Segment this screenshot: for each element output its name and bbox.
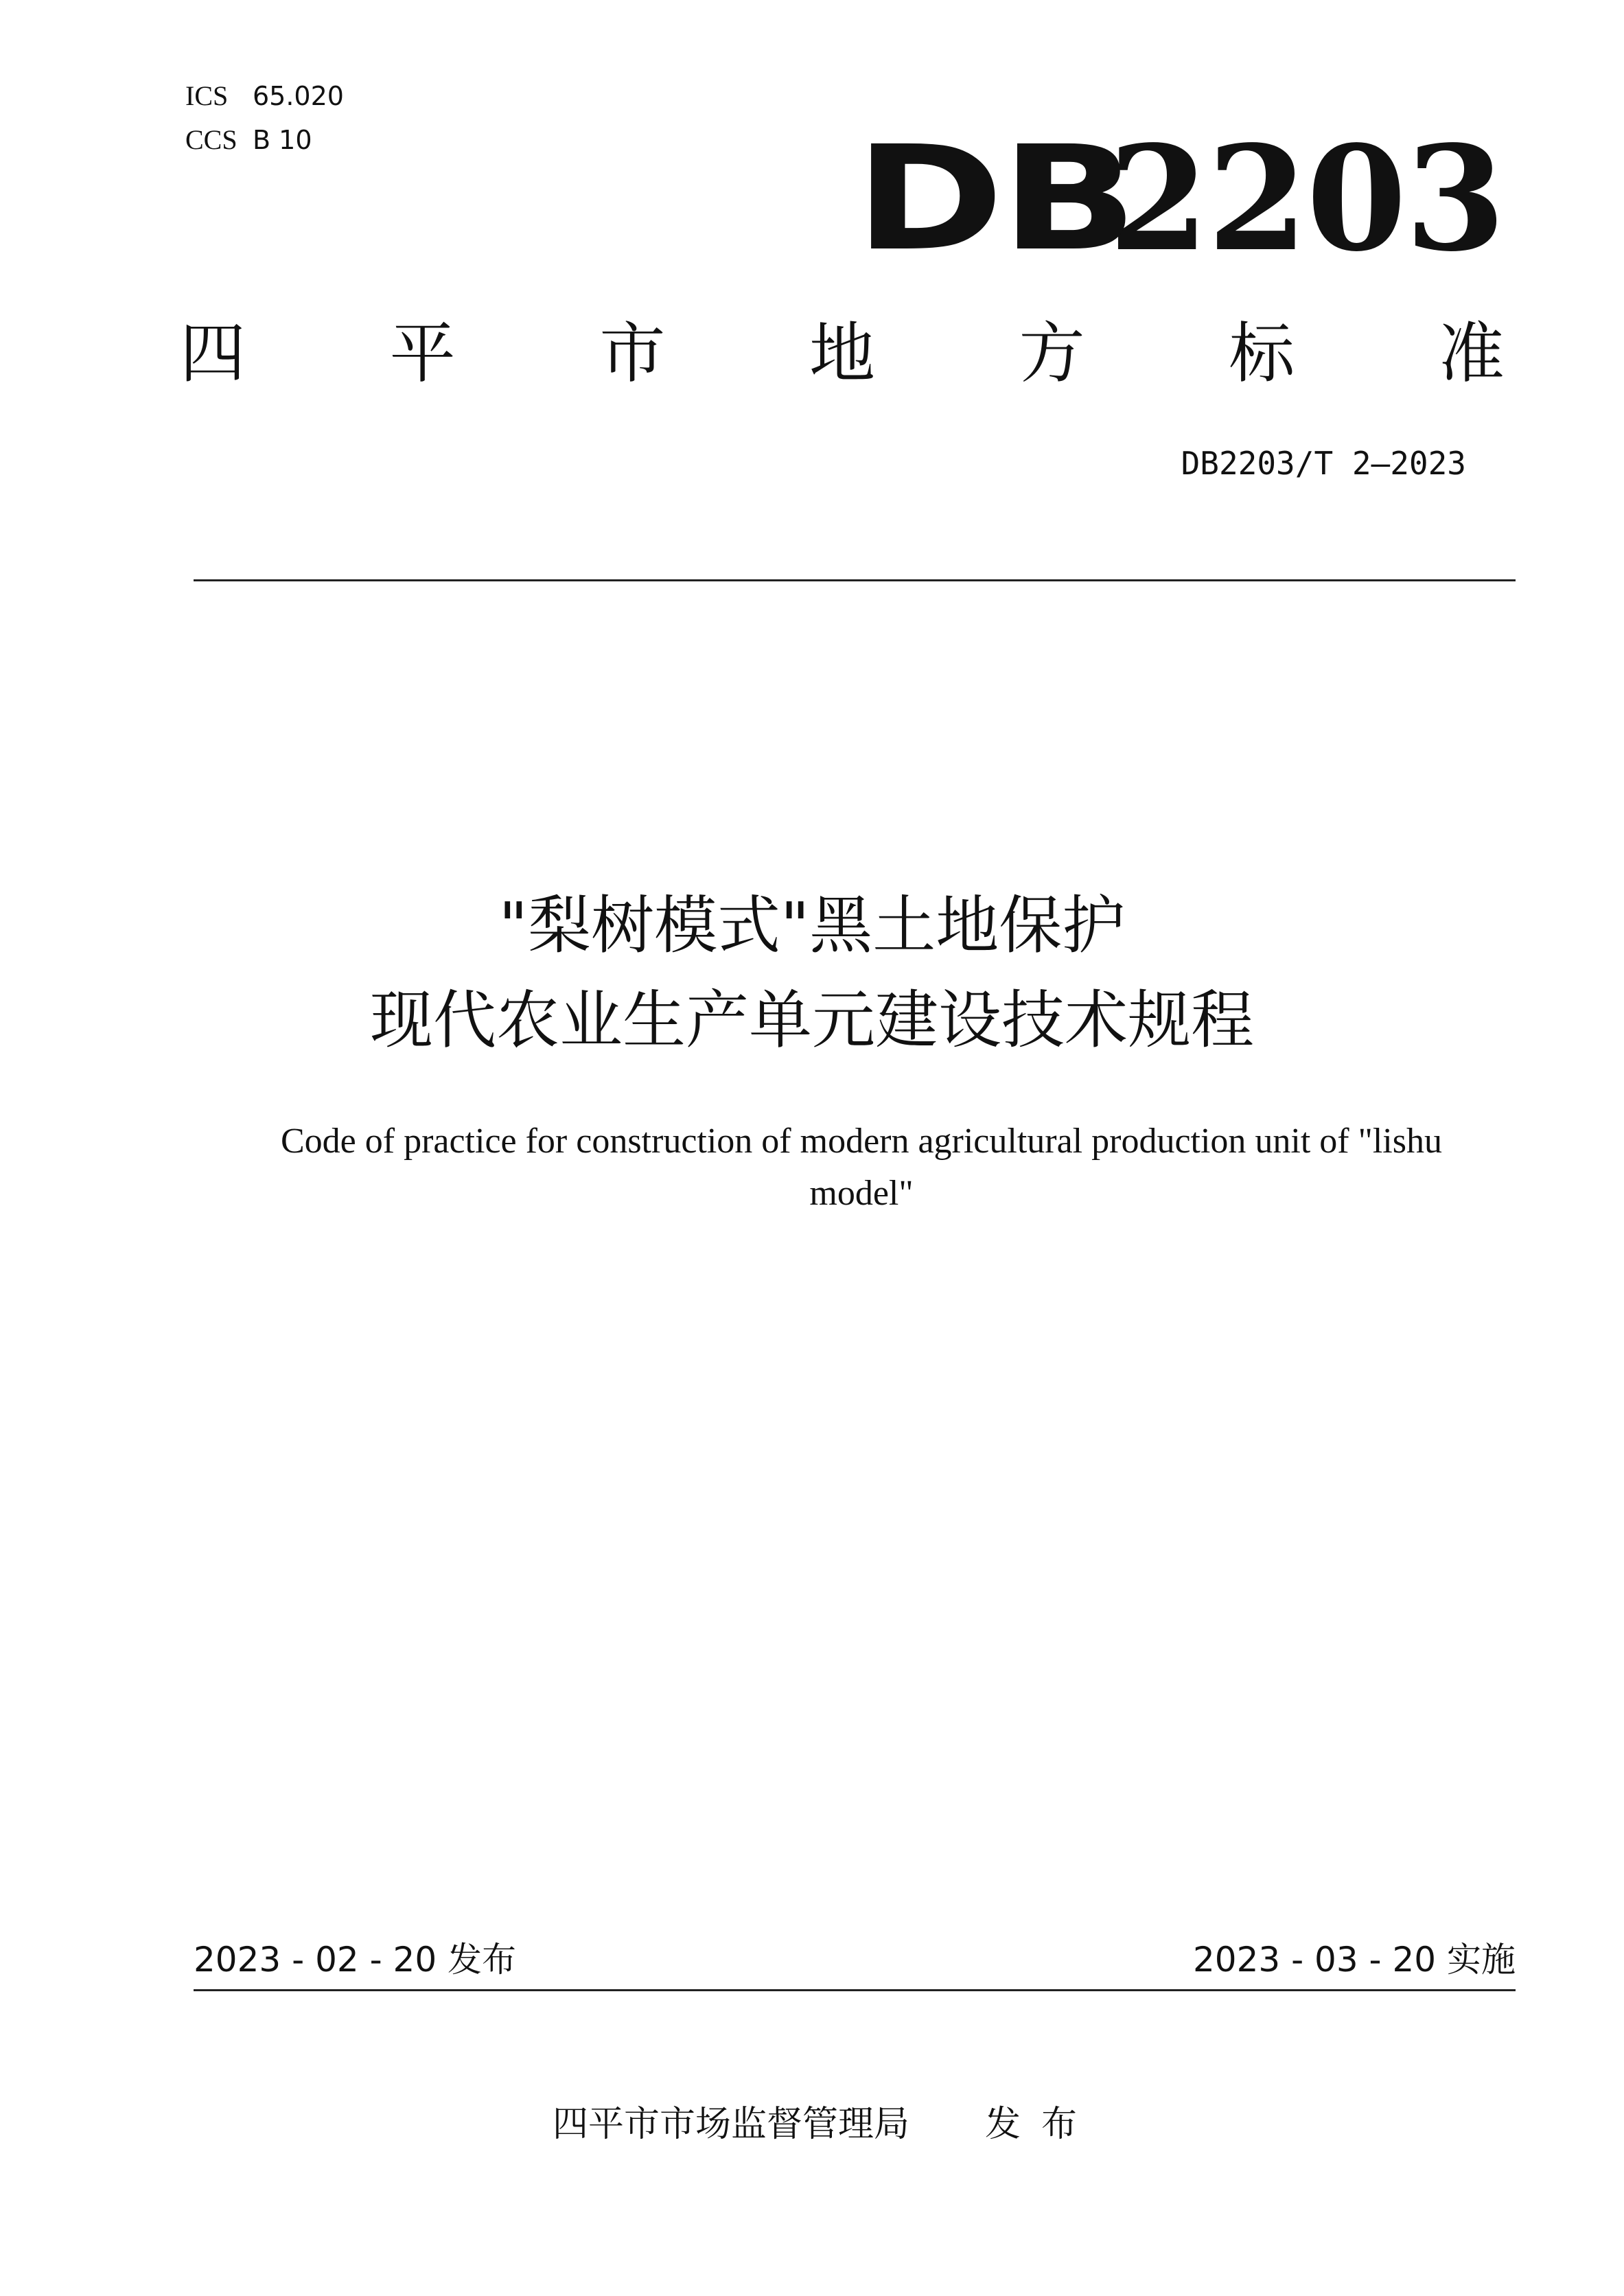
ccs-label: CCS [185,124,237,155]
standard-type-char: 地 [809,315,875,392]
document-title-en: Code of practice for construction of modern agricultural production unit of "lishu model" [281,1122,1442,1213]
publish-date: 2023 - 02 - 20 发布 [194,1940,517,1980]
standard-type-char: 平 [389,315,456,392]
db-logo-number: 2203 [1109,114,1505,283]
standard-type-char: 方 [1019,315,1085,392]
ics-label: ICS [185,80,229,111]
issuer-name: 四平市市场监督管理局 [553,2104,910,2145]
standard-type-char: 标 [1229,315,1295,392]
top-divider [194,579,1516,581]
db-logo-letters: DB [855,115,1135,283]
issuer [553,2100,1098,2148]
ccs-value: B 10 [253,125,312,155]
ics-value: 65.020 [253,81,344,111]
standard-type-char: 四 [180,315,246,392]
classification-codes [185,74,344,162]
standard-type-heading [180,312,1505,395]
ics-row [185,74,344,118]
issuer-action: 发布 [985,2104,1098,2145]
standard-type-char: 准 [1438,315,1505,392]
bottom-divider [194,1989,1516,1991]
standard-code: DB2203/T 2—2023 [1181,445,1466,482]
standard-type-char: 市 [599,315,666,392]
title-cn-line1: "梨树模式"黑土地保护 [498,889,1126,962]
db-logo [855,114,1505,283]
ccs-row [185,118,344,162]
document-title-cn [0,879,1624,1068]
implement-date: 2023 - 03 - 20 实施 [1192,1940,1516,1980]
title-cn-line2: 现代农业生产单元建设技术规程 [369,984,1254,1057]
